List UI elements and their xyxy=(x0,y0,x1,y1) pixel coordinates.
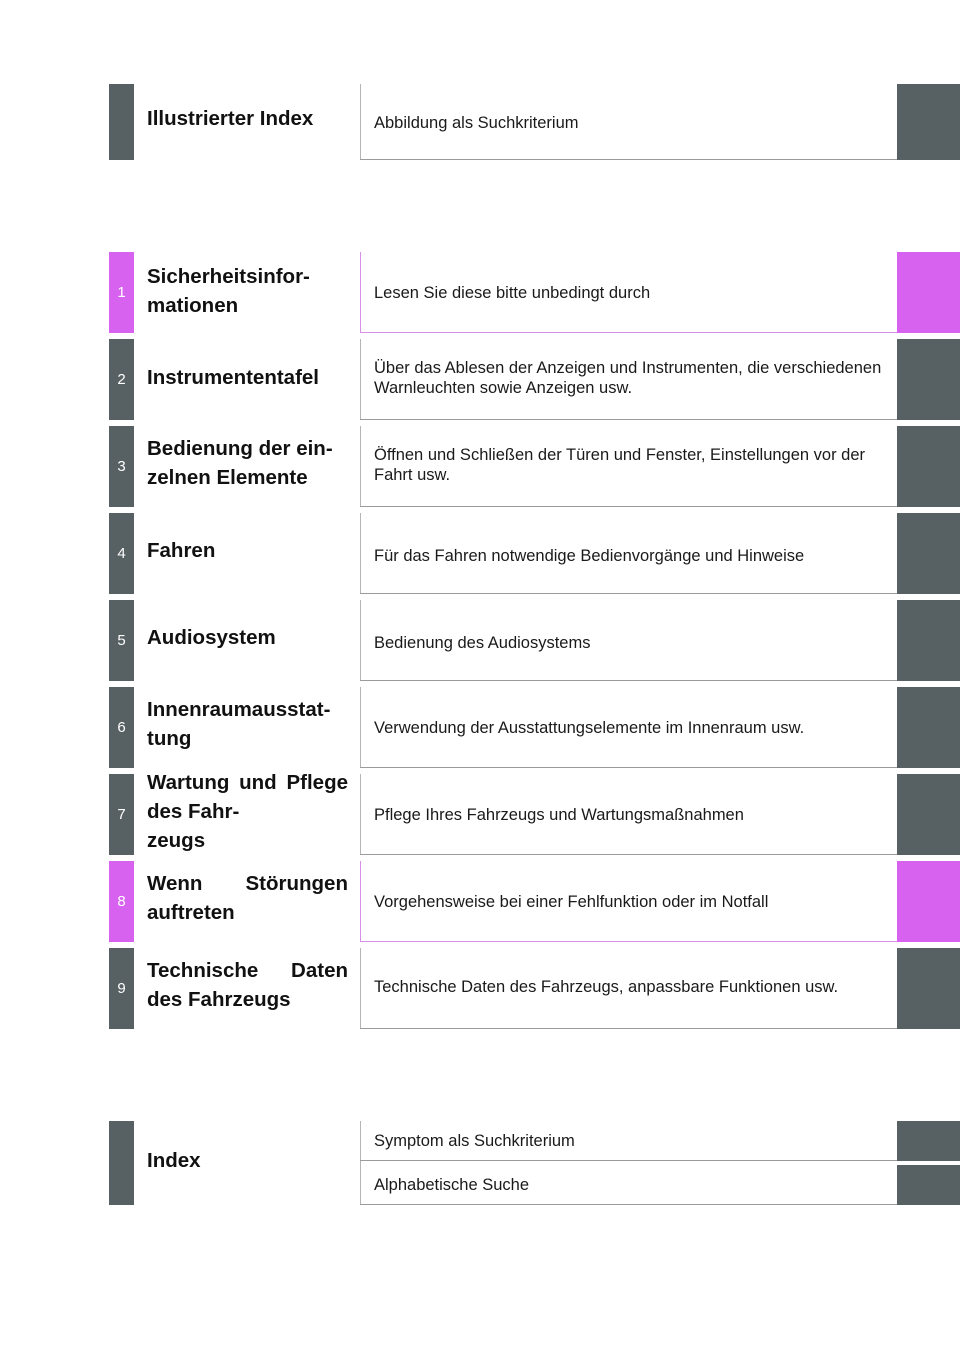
chapter-edge-tab xyxy=(897,861,960,942)
divider xyxy=(360,941,897,942)
chapter-number: 8 xyxy=(109,861,134,942)
chapter-description: Bedienung des Audiosystems xyxy=(374,633,591,652)
index-item-alphabetical[interactable] xyxy=(360,1165,960,1205)
index-item-symptom[interactable] xyxy=(360,1121,960,1161)
divider xyxy=(360,1160,897,1161)
chapter-edge-tab xyxy=(897,426,960,507)
index-edge-tab xyxy=(897,1165,960,1205)
chapter-edge-tab xyxy=(897,687,960,768)
chapter-row-1[interactable] xyxy=(0,252,960,333)
divider xyxy=(360,506,897,507)
illustrated-index-tab xyxy=(109,84,134,160)
divider xyxy=(360,339,361,420)
divider xyxy=(360,593,897,594)
chapter-edge-tab xyxy=(897,600,960,681)
chapter-number: 5 xyxy=(109,600,134,681)
chapter-number: 1 xyxy=(109,252,134,333)
chapter-title: Innenraumausstat- tung xyxy=(147,698,331,750)
chapter-edge-tab xyxy=(897,339,960,420)
divider xyxy=(360,1028,897,1029)
index-title: Index xyxy=(147,1149,201,1172)
chapter-description: Vorgehensweise bei einer Fehlfunktion oder im Notfall xyxy=(374,892,769,911)
index-tab xyxy=(109,1121,134,1205)
divider xyxy=(360,774,361,855)
chapter-number: 2 xyxy=(109,339,134,420)
chapter-description: Öffnen und Schließen der Türen und Fenster, Einstellungen vor der Fahrt usw. xyxy=(374,445,866,484)
chapter-number: 3 xyxy=(109,426,134,507)
chapter-title: Technische Daten des Fahrzeugs xyxy=(147,959,348,1011)
chapter-description: Lesen Sie diese bitte unbedingt durch xyxy=(374,283,651,302)
divider xyxy=(360,861,361,942)
chapter-number: 7 xyxy=(109,774,134,855)
index-edge-tab xyxy=(897,1121,960,1161)
chapter-row-5[interactable] xyxy=(0,600,960,681)
chapter-row-3[interactable] xyxy=(0,426,960,507)
chapter-edge-tab xyxy=(897,252,960,333)
chapter-row-8[interactable] xyxy=(0,861,960,942)
chapter-description: Technische Daten des Fahrzeugs, anpassbare Funktionen usw. xyxy=(374,977,839,996)
chapter-number: 4 xyxy=(109,513,134,594)
divider xyxy=(360,767,897,768)
chapter-row-4[interactable] xyxy=(0,513,960,594)
chapter-title: Instrumententafel xyxy=(147,366,319,389)
divider xyxy=(360,513,361,594)
chapter-description: Für das Fahren notwendige Bedienvorgänge und Hinweise xyxy=(374,546,805,565)
chapter-description: Pflege Ihres Fahrzeugs und Wartungsmaßnahmen xyxy=(374,805,744,824)
divider xyxy=(360,687,361,768)
chapter-edge-tab xyxy=(897,948,960,1029)
chapter-row-9[interactable] xyxy=(0,948,960,1029)
chapter-title: Bedienung der ein- zelnen Elemente xyxy=(147,437,333,489)
divider xyxy=(360,419,897,420)
illustrated-index-edge-tab xyxy=(897,84,960,160)
chapter-edge-tab xyxy=(897,513,960,594)
chapter-title: Wartung und Pflege des Fahr- zeugs xyxy=(147,771,348,852)
chapter-number: 6 xyxy=(109,687,134,768)
divider xyxy=(360,332,897,333)
illustrated-index-row[interactable] xyxy=(0,84,960,160)
chapter-title: Fahren xyxy=(147,539,216,562)
illustrated-index-description: Abbildung als Suchkriterium xyxy=(374,114,579,132)
divider xyxy=(360,84,361,160)
index-item-label: Symptom als Suchkriterium xyxy=(374,1132,575,1150)
chapter-row-7[interactable] xyxy=(0,771,960,855)
index-row xyxy=(0,1121,960,1205)
chapter-title: Wenn Störungen auftreten xyxy=(147,872,348,924)
chapter-edge-tab xyxy=(897,774,960,855)
divider xyxy=(360,1204,897,1205)
divider xyxy=(360,159,897,160)
chapter-row-6[interactable] xyxy=(0,687,960,768)
divider xyxy=(360,854,897,855)
chapter-row-2[interactable] xyxy=(0,339,960,420)
divider xyxy=(360,252,361,333)
chapter-number: 9 xyxy=(109,948,134,1029)
chapter-title: Sicherheitsinfor- mationen xyxy=(147,265,310,317)
index-item-label: Alphabetische Suche xyxy=(374,1176,530,1194)
divider xyxy=(360,948,361,1029)
chapter-description: Über das Ablesen der Anzeigen und Instrumenten, die verschiedenen Warnleuchten sowie Anzeigen usw. xyxy=(374,358,882,397)
chapter-title: Audiosystem xyxy=(147,626,276,649)
divider xyxy=(360,426,361,507)
illustrated-index-title: Illustrierter Index xyxy=(147,107,314,130)
chapter-description: Verwendung der Ausstattungselemente im Innenraum usw. xyxy=(374,718,805,737)
divider xyxy=(360,600,361,681)
divider xyxy=(360,680,897,681)
